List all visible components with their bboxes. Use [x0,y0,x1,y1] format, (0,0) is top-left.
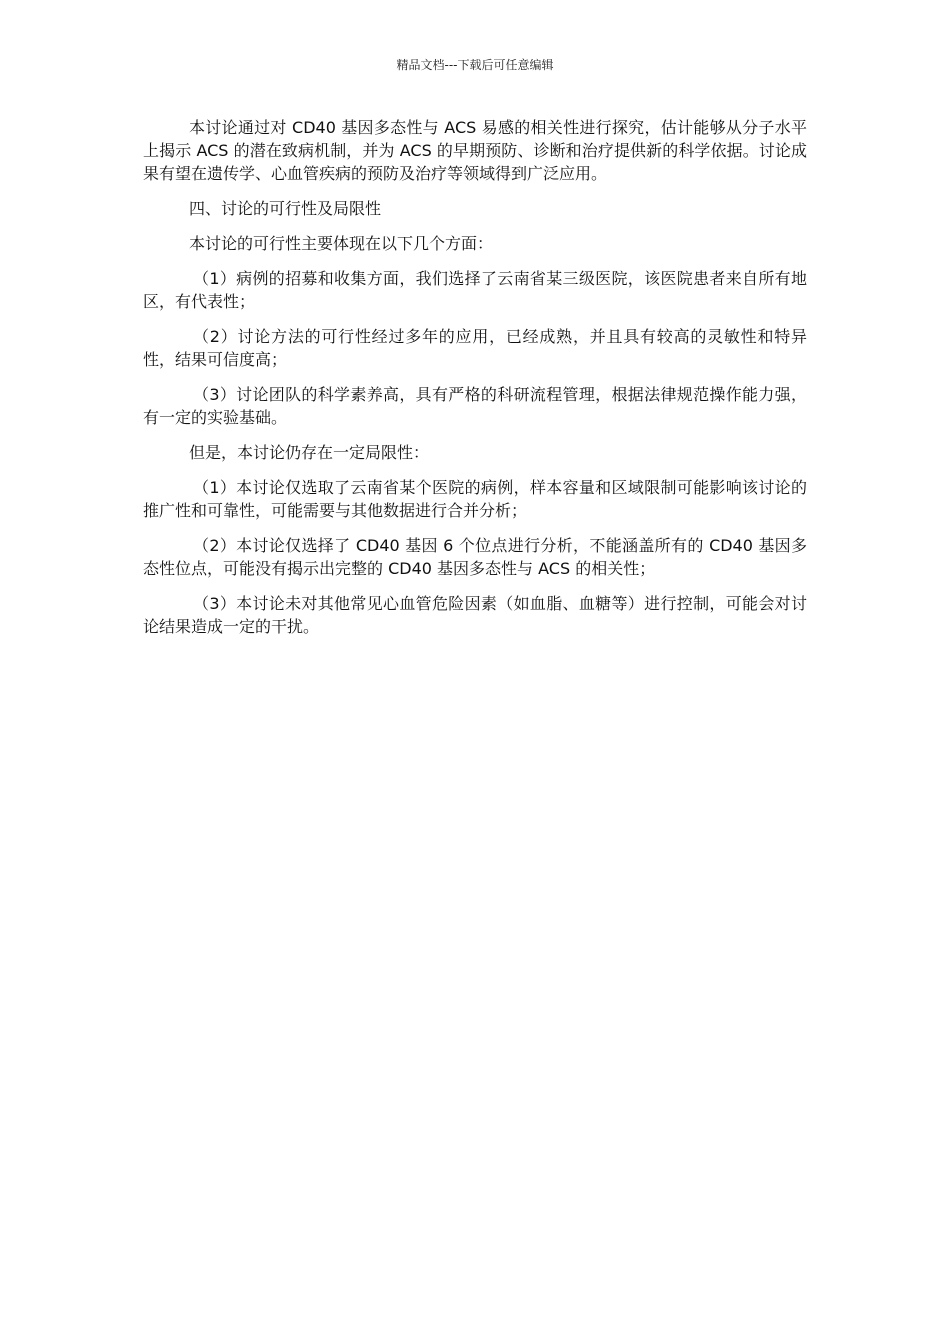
paragraph-significance: 本讨论通过对 CD40 基因多态性与 ACS 易感的相关性进行探究，估计能够从分子水平上揭示 ACS 的潜在致病机制，并为 ACS 的早期预防、诊断和治疗提供新的科学依据。讨论成果有望在遗传学、心血管疾病的预防及治疗等领域得到广泛应用。 [143,118,807,183]
list-item-feasibility-3: （3）讨论团队的科学素养高，具有严格的科研流程管理，根据法律规范操作能力强，有一定的实验基础。 [143,385,807,427]
section-heading-feasibility: 四、讨论的可行性及局限性 [189,199,382,218]
list-item-feasibility-1: （1）病例的招募和收集方面，我们选择了云南省某三级医院，该医院患者来自所有地区，有代表性； [143,269,807,311]
list-item-limitation-2: （2）本讨论仅选择了 CD40 基因 6 个位点进行分析，不能涵盖所有的 CD40 基因多态性位点，可能没有揭示出完整的 CD40 基因多态性与 ACS 的相关性； [143,536,807,578]
list-item-limitation-1: （1）本讨论仅选取了云南省某个医院的病例，样本容量和区域限制可能影响该讨论的推广性和可靠性，可能需要与其他数据进行合并分析； [143,478,807,520]
list-item-limitation-3: （3）本讨论未对其他常见心血管危险因素（如血脂、血糖等）进行控制，可能会对讨论结果造成一定的干扰。 [143,594,807,636]
list-item-feasibility-2: （2）讨论方法的可行性经过多年的应用，已经成熟，并且具有较高的灵敏性和特异性，结果可信度高； [143,327,807,369]
paragraph-limitations-intro: 但是，本讨论仍存在一定局限性： [189,443,430,462]
paragraph-feasibility-intro: 本讨论的可行性主要体现在以下几个方面： [189,234,494,253]
document-body [143,116,807,650]
page-header: 精品文档---下载后可任意编辑 [396,58,554,72]
